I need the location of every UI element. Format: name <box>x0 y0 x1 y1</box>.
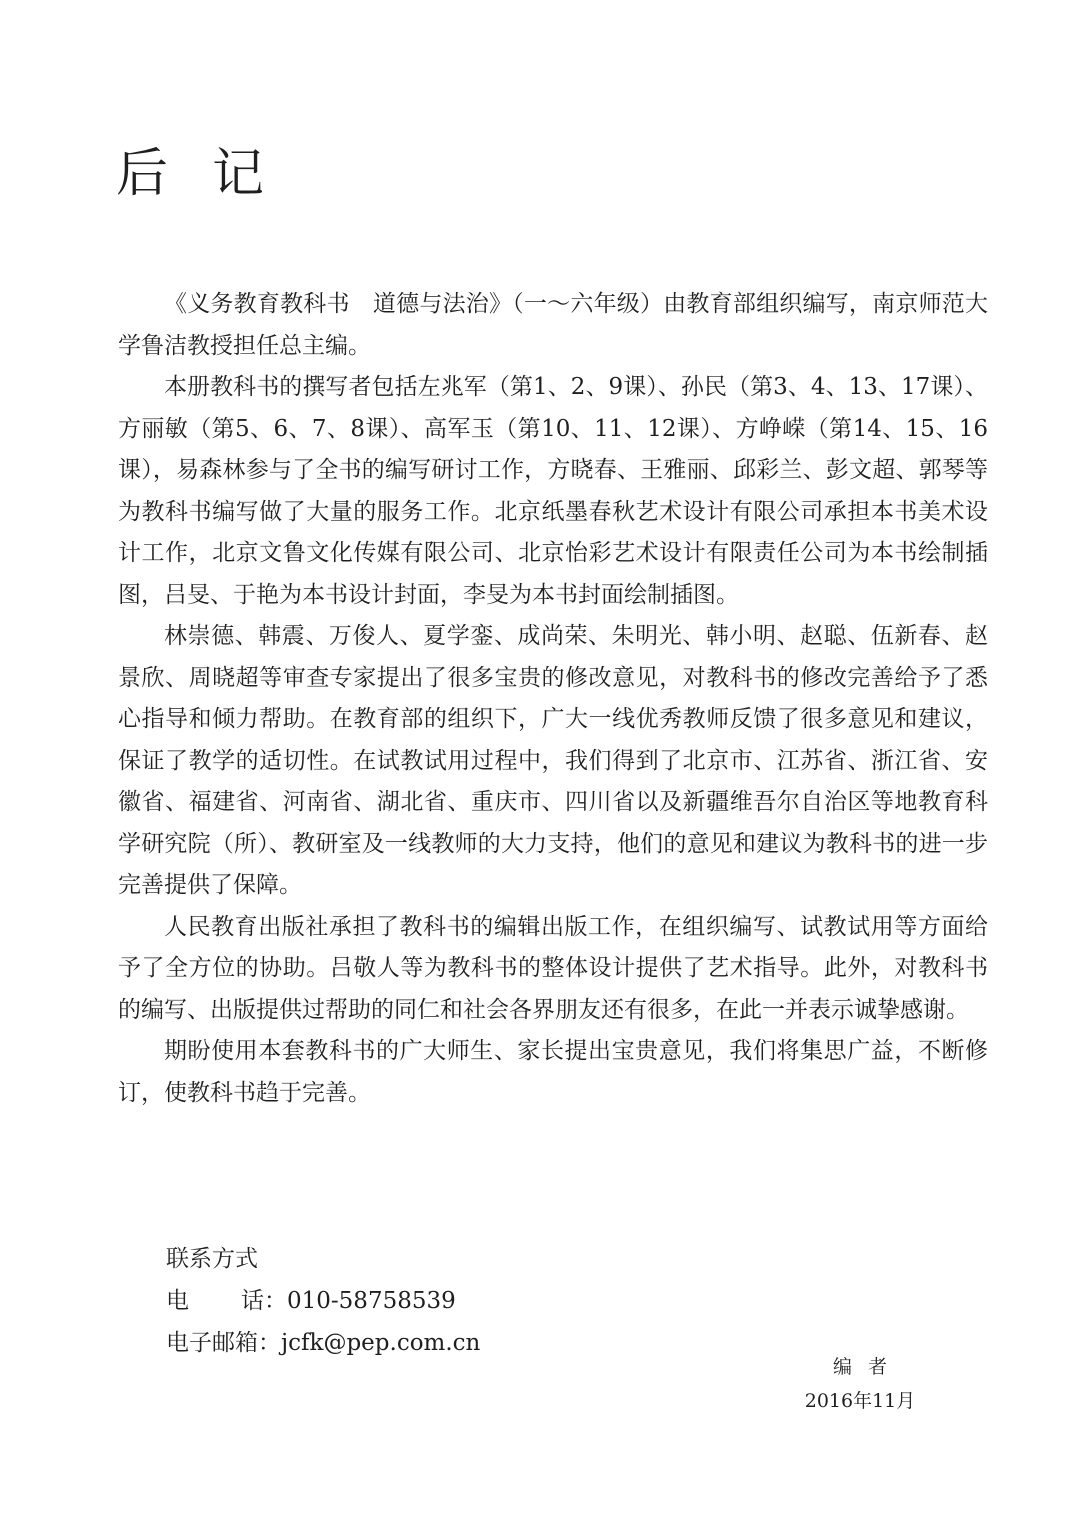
paragraph-1: 《义务教育教科书 道德与法治》（一～六年级）由教育部组织编写，南京师范大学鲁洁教授担任总主编。 <box>118 291 988 359</box>
phone-label-first: 电 <box>166 1288 189 1314</box>
editor-signature: 编者 <box>832 1356 903 1378</box>
signoff <box>780 1350 940 1418</box>
email-line <box>166 1322 480 1364</box>
email-label: 电子邮箱： <box>166 1330 281 1356</box>
phone-line <box>166 1280 480 1322</box>
contact-info <box>166 1238 480 1364</box>
paragraph-4: 人民教育出版社承担了教科书的编辑出版工作，在组织编写、试教试用等方面给予了全方位的协助。吕敬人等为教科书的整体设计提供了艺术指导。此外，对教科书的编写、出版提供过帮助的同仁和社会各界朋友还有很多，在此一并表示诚挚感谢。 <box>118 913 988 1023</box>
paragraph-3: 林崇德、韩震、万俊人、夏学銮、成尚荣、朱明光、韩小明、赵聪、伍新春、赵景欣、周晓超等审查专家提出了很多宝贵的修改意见，对教科书的修改完善给予了悉心指导和倾力帮助。在教育部的组织下，广大一线优秀教师反馈了很多意见和建议，保证了教学的适切性。在试教试用过程中，我们得到了北京市、江苏省、浙江省、安徽省、福建省、河南省、湖北省、重庆市、四川省以及新疆维吾尔自治区等地教育科学研究院（所）、教研室及一线教师的大力支持，他们的意见和建议为教科书的进一步完善提供了保障。 <box>118 623 988 898</box>
phone-label-second: 话： <box>241 1288 287 1314</box>
paragraph-2: 本册教科书的撰写者包括左兆军（第1、2、9课）、孙民（第3、4、13、17课）、方丽敏（第5、6、7、8课）、高军玉（第10、11、12课）、方峥嵘（第14、15、16课），易森林参与了全书的编写研讨工作，方晓春、王雅丽、邱彩兰、彭文超、郭琴等为教科书编写做了大量的服务工作。北京纸墨春秋艺术设计有限公司承担本书美术设计工作，北京文鲁文化传媒有限公司、北京怡彩艺术设计有限责任公司为本书绘制插图，吕旻、于艳为本书设计封面，李旻为本书封面绘制插图。 <box>118 374 988 608</box>
signoff-date: 2016年11月 <box>804 1390 916 1412</box>
paragraph-5: 期盼使用本套教科书的广大师生、家长提出宝贵意见，我们将集思广益，不断修订，使教科书趋于完善。 <box>118 1038 988 1106</box>
email-value: jcfk@pep.com.cn <box>281 1330 481 1356</box>
page-title: 后记 <box>116 144 309 204</box>
phone-value: 010-58758539 <box>287 1288 456 1314</box>
afterword-body <box>118 284 988 1114</box>
contact-heading: 联系方式 <box>166 1246 258 1272</box>
